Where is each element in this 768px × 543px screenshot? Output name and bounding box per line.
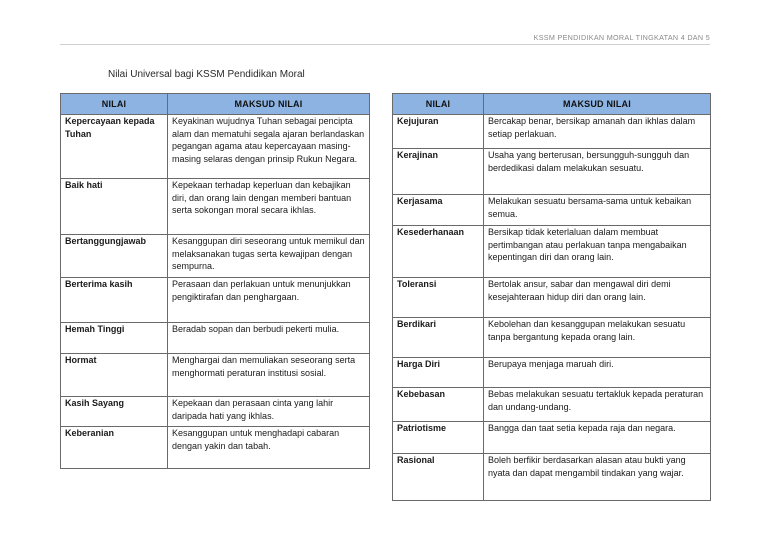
value-name: Kebebasan [393,388,484,422]
column-header-maksud: MAKSUD NILAI [168,94,370,115]
header-rule [60,44,710,45]
value-name: Patriotisme [393,422,484,454]
values-table-right [392,93,711,501]
column-header-maksud: MAKSUD NILAI [484,94,711,115]
value-name: Kerjasama [393,195,484,226]
value-meaning: Bertolak ansur, sabar dan mengawal diri demi kesejahteraan hidup diri dan orang lain. [484,278,711,318]
value-name: Kejujuran [393,115,484,149]
table-row [393,115,711,149]
table-row [393,388,711,422]
value-name: Rasional [393,454,484,501]
table-row [61,323,370,354]
column-header-nilai: NILAI [393,94,484,115]
value-name: Kesederhanaan [393,226,484,278]
value-name: Hemah Tinggi [61,323,168,354]
table-row [393,318,711,358]
table-row [61,235,370,278]
value-name: Harga Diri [393,358,484,388]
value-meaning: Bersikap tidak keterlaluan dalam membuat pertimbangan atau perlakuan tanpa mengabaikan kepentingan diri dan orang lain. [484,226,711,278]
table-header-row [61,94,370,115]
value-name: Kepercayaan kepada Tuhan [61,115,168,179]
table-row [393,358,711,388]
value-name: Bertanggungjawab [61,235,168,278]
table-row [393,149,711,195]
values-table-left [60,93,370,469]
value-name: Berterima kasih [61,278,168,323]
table-row [61,354,370,397]
value-meaning: Kebolehan dan kesanggupan melakukan sesuatu tanpa bergantung kepada orang lain. [484,318,711,358]
value-meaning: Kesanggupan diri seseorang untuk memikul dan melaksanakan tugas serta kewajipan dengan sempurna. [168,235,370,278]
table-row [61,397,370,427]
value-meaning: Beradab sopan dan berbudi pekerti mulia. [168,323,370,354]
value-meaning: Berupaya menjaga maruah diri. [484,358,711,388]
table-row [61,427,370,469]
value-meaning: Usaha yang berterusan, bersungguh-sungguh dan berdedikasi dalam melakukan sesuatu. [484,149,711,195]
value-name: Baik hati [61,179,168,235]
value-meaning: Menghargai dan memuliakan seseorang serta menghormati peraturan institusi sosial. [168,354,370,397]
value-meaning: Kesanggupan untuk menghadapi cabaran dengan yakin dan tabah. [168,427,370,469]
table-row [61,115,370,179]
value-meaning: Keyakinan wujudnya Tuhan sebagai pencipta alam dan mematuhi segala ajaran berlandaskan pegangan agama atau kepercayaan masing-masing selaras dengan prinsip Rukun Negara. [168,115,370,179]
table-row [393,278,711,318]
table-row [61,179,370,235]
running-header: KSSM PENDIDIKAN MORAL TINGKATAN 4 DAN 5 [533,33,710,42]
value-meaning: Boleh berfikir berdasarkan alasan atau bukti yang nyata dan dapat mengambil tindakan yang wajar. [484,454,711,501]
table-row [61,278,370,323]
table-row [393,195,711,226]
value-meaning: Bercakap benar, bersikap amanah dan ikhlas dalam setiap perlakuan. [484,115,711,149]
table-row [393,454,711,501]
value-name: Toleransi [393,278,484,318]
column-header-nilai: NILAI [61,94,168,115]
table-row [393,422,711,454]
document-title: Nilai Universal bagi KSSM Pendidikan Moral [108,69,305,80]
value-name: Kasih Sayang [61,397,168,427]
value-meaning: Perasaan dan perlakuan untuk menunjukkan pengiktirafan dan penghargaan. [168,278,370,323]
table-row [393,226,711,278]
value-name: Hormat [61,354,168,397]
value-meaning: Bebas melakukan sesuatu tertakluk kepada peraturan dan undang-undang. [484,388,711,422]
value-meaning: Bangga dan taat setia kepada raja dan negara. [484,422,711,454]
value-meaning: Kepekaan terhadap keperluan dan kebajikan diri, dan orang lain dengan memberi bantuan serta sokongan moral secara ikhlas. [168,179,370,235]
value-meaning: Kepekaan dan perasaan cinta yang lahir daripada hati yang ikhlas. [168,397,370,427]
table-header-row [393,94,711,115]
value-name: Keberanian [61,427,168,469]
value-meaning: Melakukan sesuatu bersama-sama untuk kebaikan semua. [484,195,711,226]
value-name: Berdikari [393,318,484,358]
value-name: Kerajinan [393,149,484,195]
